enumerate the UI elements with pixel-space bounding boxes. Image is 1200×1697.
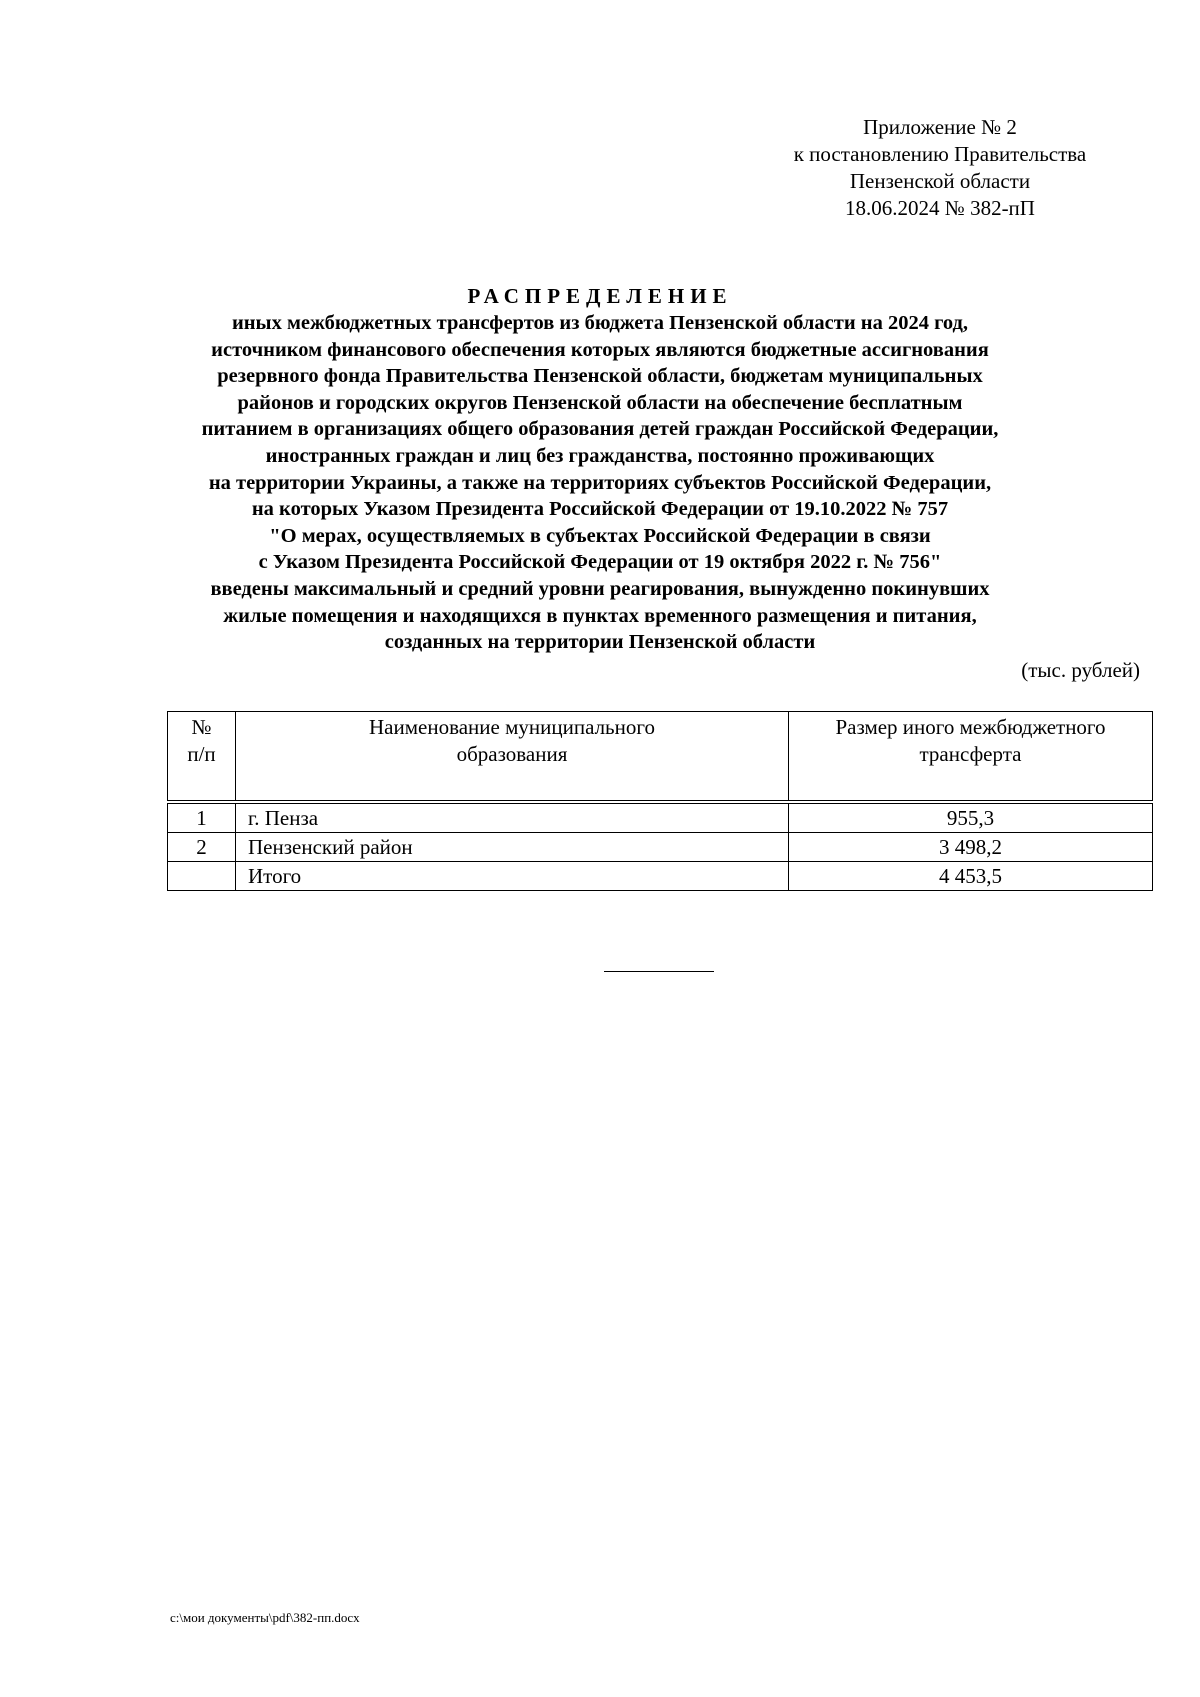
table-total-row bbox=[168, 862, 1153, 891]
header-municipality bbox=[236, 712, 789, 801]
subtitle-line: на территории Украины, а также на территориях субъектов Российской Федерации, bbox=[208, 471, 992, 494]
row-municipality: г. Пенза bbox=[236, 804, 789, 833]
header-amount-line: Размер иного межбюджетного bbox=[835, 715, 1106, 739]
subtitle-line: источником финансового обеспечения которых являются бюджетные ассигнования bbox=[211, 338, 989, 361]
footer-file-path: c:\мои документы\pdf\382-пп.docx bbox=[170, 1610, 360, 1625]
subtitle-line: районов и городских округов Пензенской области на обеспечение бесплатным bbox=[237, 391, 963, 414]
header-transfer-amount bbox=[789, 712, 1153, 801]
subtitle-line: питанием в организациях общего образования детей граждан Российской Федерации, bbox=[201, 418, 999, 441]
subtitle-line: иных межбюджетных трансфертов из бюджета Пензенской области на 2024 год, bbox=[231, 312, 969, 334]
row-number: 1 bbox=[168, 804, 236, 833]
table-row bbox=[168, 833, 1153, 862]
header-number bbox=[168, 712, 236, 801]
row-amount: 955,3 bbox=[789, 804, 1153, 833]
table-row bbox=[168, 804, 1153, 833]
units-label: (тыс. рублей) bbox=[1021, 658, 1140, 682]
document-subtitle bbox=[130, 310, 1070, 656]
row-total-amount: 4 453,5 bbox=[789, 862, 1153, 891]
appendix-number: Приложение № 2 bbox=[863, 115, 1017, 139]
subtitle-line: с Указом Президента Российской Федерации от 19 октября 2022 г. № 756" bbox=[258, 551, 942, 574]
row-amount: 3 498,2 bbox=[789, 833, 1153, 862]
header-amount-line: трансферта bbox=[919, 742, 1022, 766]
document-title: РАСПРЕДЕЛЕНИЕ bbox=[467, 284, 733, 308]
header-municipality-line: Наименование муниципального bbox=[369, 715, 655, 739]
subtitle-line: жилые помещения и находящихся в пунктах временного размещения и питания, bbox=[223, 604, 977, 627]
appendix-reference: к постановлению Правительства bbox=[793, 142, 1087, 166]
header-municipality-line: образования bbox=[456, 742, 568, 766]
end-divider bbox=[604, 971, 714, 972]
header-number-line: п/п bbox=[187, 742, 216, 766]
appendix-region: Пензенской области bbox=[849, 169, 1031, 193]
subtitle-line: введены максимальный и средний уровни реагирования, вынужденно покинувших bbox=[210, 577, 990, 600]
subtitle-line: на которых Указом Президента Российской Федерации от 19.10.2022 № 757 bbox=[251, 498, 949, 521]
row-total-label: Итого bbox=[236, 862, 789, 891]
appendix-date-number: 18.06.2024 № 382-пП bbox=[845, 196, 1035, 220]
distribution-table bbox=[167, 803, 1153, 891]
subtitle-line: созданных на территории Пензенской области bbox=[384, 631, 816, 654]
subtitle-line: иностранных граждан и лиц без гражданства, постоянно проживающих bbox=[265, 444, 935, 467]
appendix-block bbox=[760, 114, 1120, 222]
subtitle-line: резервного фонда Правительства Пензенской области, бюджетам муниципальных bbox=[217, 365, 983, 388]
table-header bbox=[167, 711, 1153, 801]
table-header-row bbox=[168, 712, 1153, 801]
subtitle-line: "О мерах, осуществляемых в субъектах Российской Федерации в связи bbox=[269, 524, 931, 547]
row-number: 2 bbox=[168, 833, 236, 862]
row-municipality: Пензенский район bbox=[236, 833, 789, 862]
header-number-line: № bbox=[191, 715, 212, 739]
row-number bbox=[168, 862, 236, 891]
